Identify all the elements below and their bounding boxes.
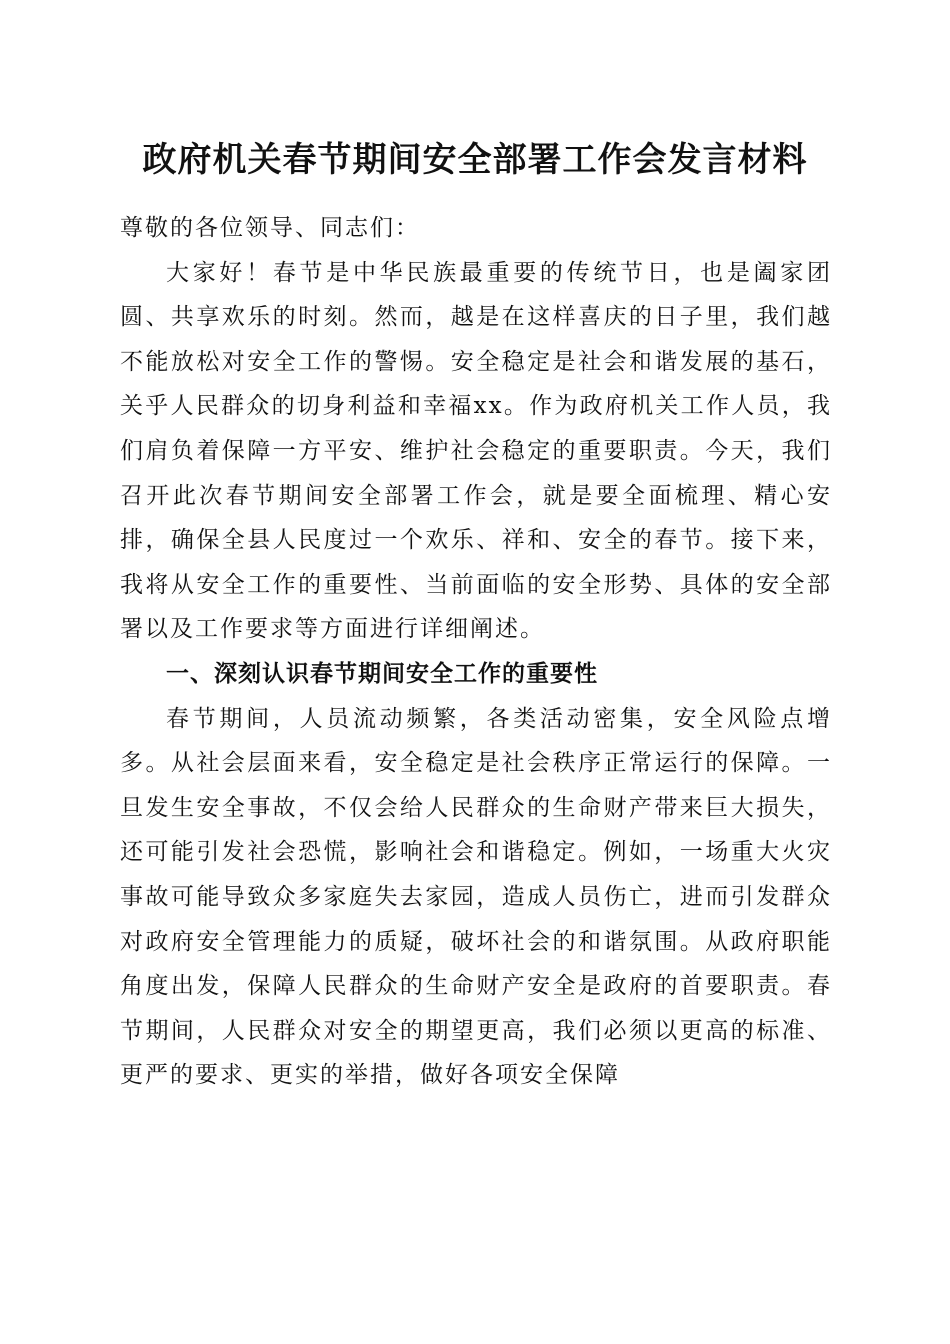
paragraph-section-1: 春节期间，人员流动频繁，各类活动密集，安全风险点增多。从社会层面来看，安全稳定是社会秩序正常运行的保障。一旦发生安全事故，不仅会给人民群众的生命财产带来巨大损失，还可能引发社会恐慌，影响社会和谐稳定。例如，一场重大火灾事故可能导致众多家庭失去家园，造成人员伤亡，进而引发群众对政府安全管理能力的质疑，破坏社会的和谐氛围。从政府职能角度出发，保障人民群众的生命财产安全是政府的首要职责。春节期间，人民群众对安全的期望更高，我们必须以更高的标准、更严的要求、更实的举措，做好各项安全保障 (120, 705, 832, 1089)
paragraph-introduction: 大家好！春节是中华民族最重要的传统节日，也是阖家团圆、共享欢乐的时刻。然而，越是在这样喜庆的日子里，我们越不能放松对安全工作的警惕。安全稳定是社会和谐发展的基石，关乎人民群众的切身利益和幸福xx。作为政府机关工作人员，我们肩负着保障一方平安、维护社会稳定的重要职责。今天，我们召开此次春节期间安全部署工作会，就是要全面梳理、精心安排，确保全县人民度过一个欢乐、祥和、安全的春节。接下来，我将从安全工作的重要性、当前面临的安全形势、具体的安全部署以及工作要求等方面进行详细阐述。 (120, 259, 832, 643)
document-title: 政府机关春节期间安全部署工作会发言材料 (142, 140, 808, 180)
greeting-line: 尊敬的各位领导、同志们： (120, 215, 420, 241)
section-heading-1: 一、深刻认识春节期间安全工作的重要性 (166, 660, 598, 687)
document-body (120, 206, 832, 1098)
